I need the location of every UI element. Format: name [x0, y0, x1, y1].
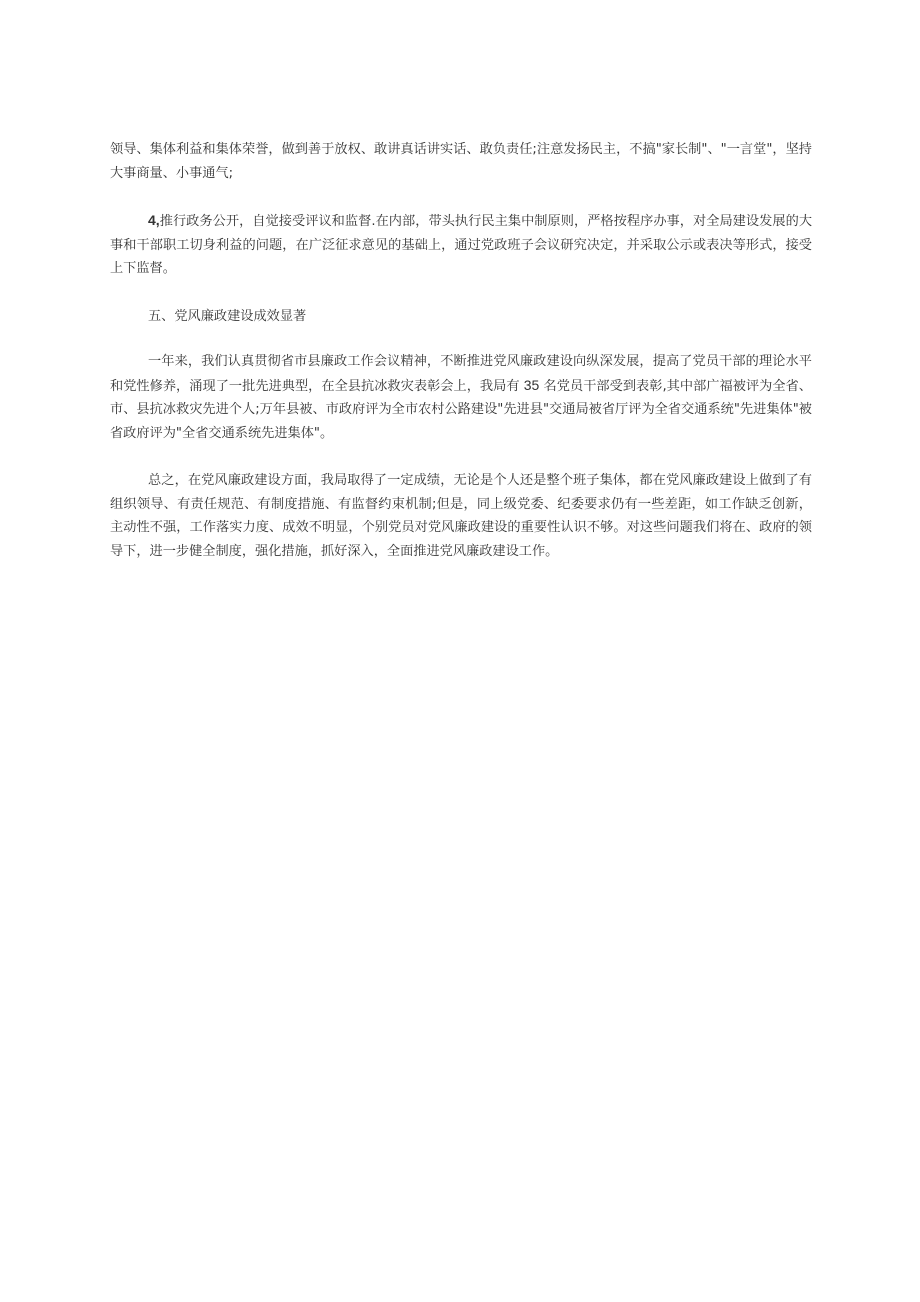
paragraph-item-4: [110, 209, 812, 281]
paragraph-leadership: [110, 138, 812, 185]
paragraph-text: 总之，在党风廉政建设方面，我局取得了一定成绩，无论是个人还是整个班子集体，都在党风廉政建设上做到了有组织领导、有责任规范、有制度措施、有监督约束机制;但是，同上级党委、纪委要求仍有一些差距，如工作缺乏创新，主动性不强，工作落实力度、成效不明显，个别党员对党风廉政建设的重要性认识不够。对这些问题我们将在、政府的领导下，进一步健全制度，强化措施，抓好深入，全面推进党风廉政建设工作。: [110, 473, 812, 559]
section-heading: [110, 305, 812, 329]
paragraph-text-after: 名党员干部受到表彰,其中部广福被评为全省、市、县抗冰救灾先进个人;万年县被、市政府评为全市农村公路建设"先进县"交通局被省厅评为全省交通系统"先进集体"被省政府评为"全省交通系统先进集体"。: [110, 378, 812, 441]
paragraph-text-before: 一年来，我们认真贯彻省市县廉政工作会议精神，不断推进党风廉政建设向纵深发展，提高了党员干部的理论水平和党性修养，涌现了一批先进典型，在全县抗冰救灾表彰会上，我局有: [110, 354, 812, 394]
count-number: 35: [523, 376, 540, 393]
document-body: [110, 138, 812, 563]
paragraph-text: 领导、集体利益和集体荣誉，做到善于放权、敢讲真话讲实话、敢负责任;注意发扬民主，不搞"家长制"、"一言堂"，坚持大事商量、小事通气;: [110, 142, 812, 181]
paragraph-text: 推行政务公开，自觉接受评议和监督.在内部，带头执行民主集中制原则，严格按程序办事，对全局建设发展的大事和干部职工切身利益的问题，在广泛征求意见的基础上，通过党政班子会议研究决定，并采取公示或表决等形式，接受上下监督。: [110, 214, 812, 276]
paragraph-results: [110, 350, 812, 445]
item-number: 4,: [148, 212, 160, 228]
paragraph-summary: [110, 469, 812, 563]
heading-text: 五、党风廉政建设成效显著: [148, 308, 307, 324]
